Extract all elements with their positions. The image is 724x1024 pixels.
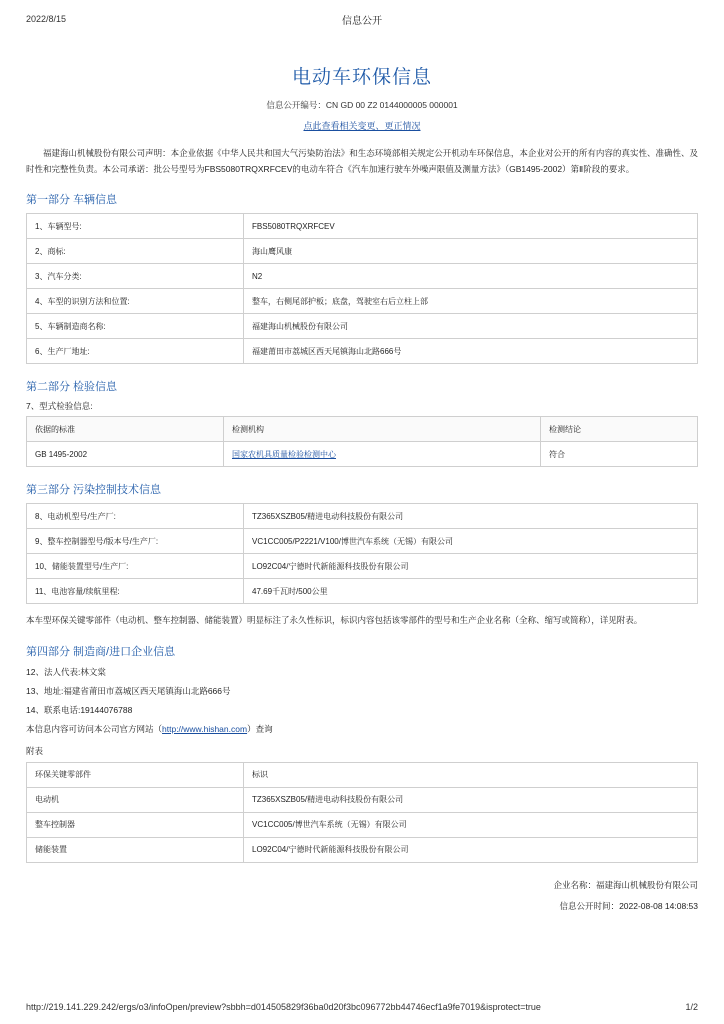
row-label: 10、储能装置型号/生产厂: — [27, 554, 244, 579]
section-3-title: 第三部分 污染控制技术信息 — [26, 484, 162, 497]
inspection-table — [26, 416, 698, 467]
row-label: 2、商标: — [27, 239, 244, 264]
table-row — [27, 554, 698, 579]
row-value: FBS5080TRQXRFCEV — [244, 214, 698, 239]
row-label: 4、车型的识别方法和位置: — [27, 289, 244, 314]
row-value: LO92C04/宁德时代新能源科技股份有限公司 — [244, 554, 698, 579]
page-title: 电动车环保信息 — [291, 67, 432, 88]
row-label: 3、汽车分类: — [27, 264, 244, 289]
section-4-title: 第四部分 制造商/进口企业信息 — [26, 645, 176, 658]
attachment-table — [26, 762, 698, 863]
row-value: 福建海山机械股份有限公司 — [244, 314, 698, 339]
table-row — [27, 442, 698, 467]
row-label: 11、电池容量/续航里程: — [27, 579, 244, 604]
print-title: 信息公开 — [342, 16, 382, 27]
cell-organization — [224, 442, 541, 467]
attachment-label: 附表 — [26, 745, 44, 756]
row-value: VC1CC005/P2221/V100/博世汽车系统（无锡）有限公司 — [244, 529, 698, 554]
print-footer — [0, 1002, 724, 1012]
change-history-link[interactable]: 点此查看相关变更、更正情况 — [303, 121, 421, 131]
row-value: 47.69千瓦时/500公里 — [244, 579, 698, 604]
row-value: 福建莆田市荔城区西天尾镇海山北路666号 — [244, 339, 698, 364]
company-name-footer — [26, 879, 698, 891]
print-footer-url: http://219.141.229.242/ergs/o3/infoOpen/preview?sbbh=d014505829f36ba0d20f3bc096772bb44746ecf1a9fe7019&isprotect=true — [26, 1002, 541, 1012]
publication-time-footer — [26, 900, 698, 912]
print-header — [0, 0, 724, 34]
print-date: 2022/8/15 — [26, 14, 67, 24]
website-note-suffix: ）查询 — [247, 723, 273, 734]
cell-mark: LO92C04/宁德时代新能源科技股份有限公司 — [244, 837, 698, 862]
company-name-value: 福建海山机械股份有限公司 — [595, 879, 698, 890]
publication-time-value: 2022-08-08 14:08:53 — [619, 900, 698, 911]
cell-mark: TZ365XSZB05/精进电动科技股份有限公司 — [244, 787, 698, 812]
table-header-row — [27, 417, 698, 442]
cell-part: 电动机 — [27, 787, 244, 812]
table-row — [27, 787, 698, 812]
row-label: 6、生产厂地址: — [27, 339, 244, 364]
document-content — [0, 34, 724, 1024]
column-header-standard: 依据的标准 — [27, 417, 224, 442]
row-label: 1、车辆型号: — [27, 214, 244, 239]
inspection-sub-label: 7、型式检验信息: — [26, 401, 93, 412]
publication-time-label: 信息公开时间： — [559, 900, 620, 911]
table-row — [27, 837, 698, 862]
website-note — [26, 723, 698, 735]
section-2-title: 第二部分 检验信息 — [26, 381, 118, 394]
row-value: N2 — [244, 264, 698, 289]
table-row — [27, 314, 698, 339]
row-label: 9、整车控制器型号/版本号/生产厂: — [27, 529, 244, 554]
section-1-title: 第一部分 车辆信息 — [26, 194, 118, 207]
table-row — [27, 339, 698, 364]
website-note-prefix: 本信息内容可访问本公司官方网站（ — [26, 723, 163, 734]
company-statement: 福建海山机械股份有限公司声明：本企业依据《中华人民共和国大气污染防治法》和生态环境部相关规定公开机动车环保信息，本企业对公开的所有内容的真实性、准确性、及时性和完整性负责。本公司承诺：批公号型号为FBS5080TRQXRFCEV的电动车符合《汽车加速行驶车外噪声限值及测量方法》（GB1495-2002）第Ⅱ阶段的要求。 — [26, 148, 698, 174]
table-row — [27, 579, 698, 604]
legal-representative: 12、法人代表:林文棠 — [26, 666, 106, 677]
manufacturer-lines — [26, 666, 698, 735]
vehicle-info-table — [26, 213, 698, 364]
row-value: TZ365XSZB05/精进电动科技股份有限公司 — [244, 504, 698, 529]
row-value: 海山鹰风康 — [244, 239, 698, 264]
column-header-mark: 标识 — [244, 762, 698, 787]
column-header-result: 检测结论 — [541, 417, 698, 442]
print-footer-page: 1/2 — [685, 1002, 698, 1012]
table-row — [27, 529, 698, 554]
cell-standard: GB 1495-2002 — [27, 442, 224, 467]
table-row — [27, 289, 698, 314]
publication-number: 信息公开编号：CN GD 00 Z2 0144000005 000001 — [266, 100, 458, 110]
column-header-organization: 检测机构 — [224, 417, 541, 442]
row-label: 8、电动机型号/生产厂: — [27, 504, 244, 529]
cell-mark: VC1CC005/博世汽车系统（无锡）有限公司 — [244, 812, 698, 837]
cell-part: 储能装置 — [27, 837, 244, 862]
company-website-link[interactable]: http://www.hishan.com — [162, 723, 248, 734]
cell-part: 整车控制器 — [27, 812, 244, 837]
table-row — [27, 214, 698, 239]
table-row — [27, 812, 698, 837]
pollution-control-table — [26, 503, 698, 604]
pollution-control-note: 本车型环保关键零部件（电动机、整车控制器、储能装置）明显标注了永久性标识，标识内容包括该零部件的型号和生产企业名称（全称、缩写或简称），详见附表。 — [26, 615, 643, 626]
table-header-row — [27, 762, 698, 787]
manufacturer-phone: 14、联系电话:19144076788 — [26, 704, 133, 715]
cell-result: 符合 — [541, 442, 698, 467]
manufacturer-address: 13、地址:福建省莆田市荔城区西天尾镇海山北路666号 — [26, 685, 231, 696]
row-value: 整车，右侧尾部护板；底盘，驾驶室右后立柱上部 — [244, 289, 698, 314]
company-name-label: 企业名称： — [553, 879, 596, 890]
table-row — [27, 504, 698, 529]
table-row — [27, 239, 698, 264]
inspection-organization-link[interactable]: 国家农机具质量检验检测中心 — [232, 449, 336, 459]
table-row — [27, 264, 698, 289]
column-header-part: 环保关键零部件 — [27, 762, 244, 787]
row-label: 5、车辆制造商名称: — [27, 314, 244, 339]
